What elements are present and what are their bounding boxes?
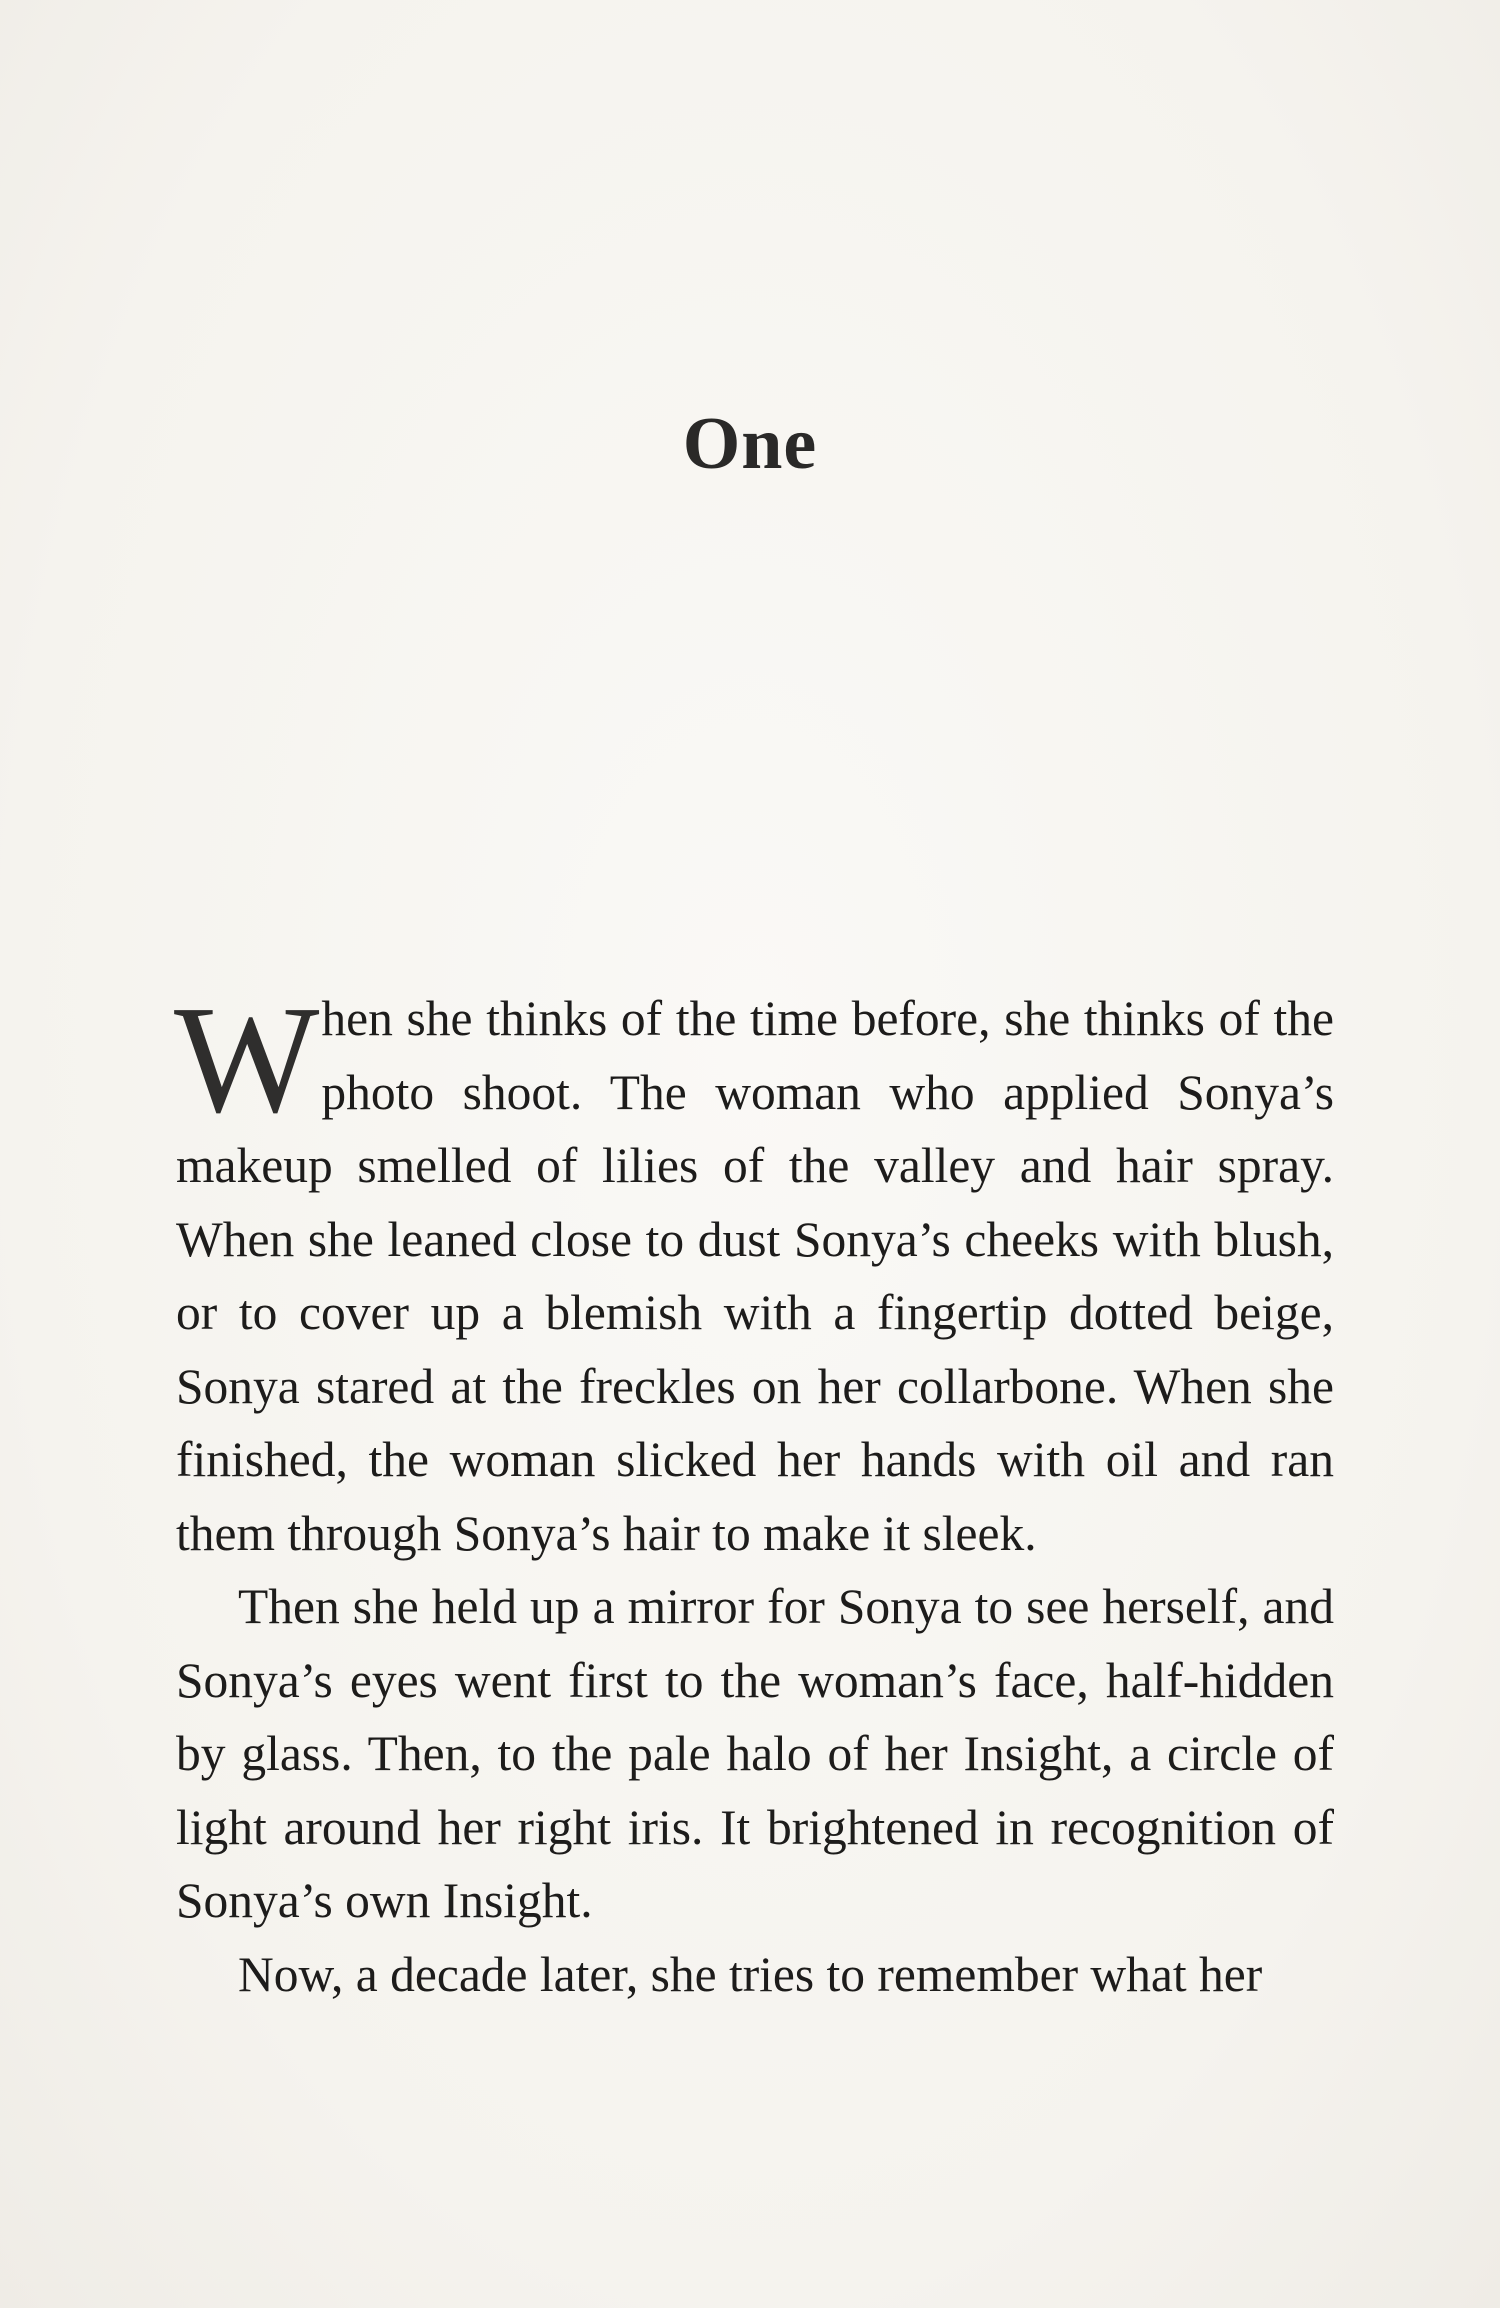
chapter-body <box>174 975 1334 2011</box>
paragraph-3: Now, a decade later, she tries to remember what her <box>238 1946 1263 2002</box>
paragraph-2: Then she held up a mirror for Sonya to see herself, and Sonya’s eyes went first to the woman’s face, half-hidden by glass. Then, to the pale halo of her Insight, a circle of light around her right iris. It brightened in recognition of Sonya’s own Insight. <box>176 1579 1334 1928</box>
paragraph-1-text: hen she thinks of the time before, she thinks of the photo shoot. The woman who applied Sonya’s makeup smelled of lilies of the valley and hair spray. When she leaned close to dust Sonya’s cheeks with blush, or to cover up a blemish with a fingertip dotted beige, Sonya stared at the freckles on her collarbone. When she finished, the woman slicked her hands with oil and ran them through Sonya’s hair to make it sleek. <box>176 991 1334 1561</box>
drop-cap: W <box>174 975 320 1145</box>
chapter-title: One <box>682 403 818 485</box>
paragraph-1 <box>174 975 1334 1570</box>
